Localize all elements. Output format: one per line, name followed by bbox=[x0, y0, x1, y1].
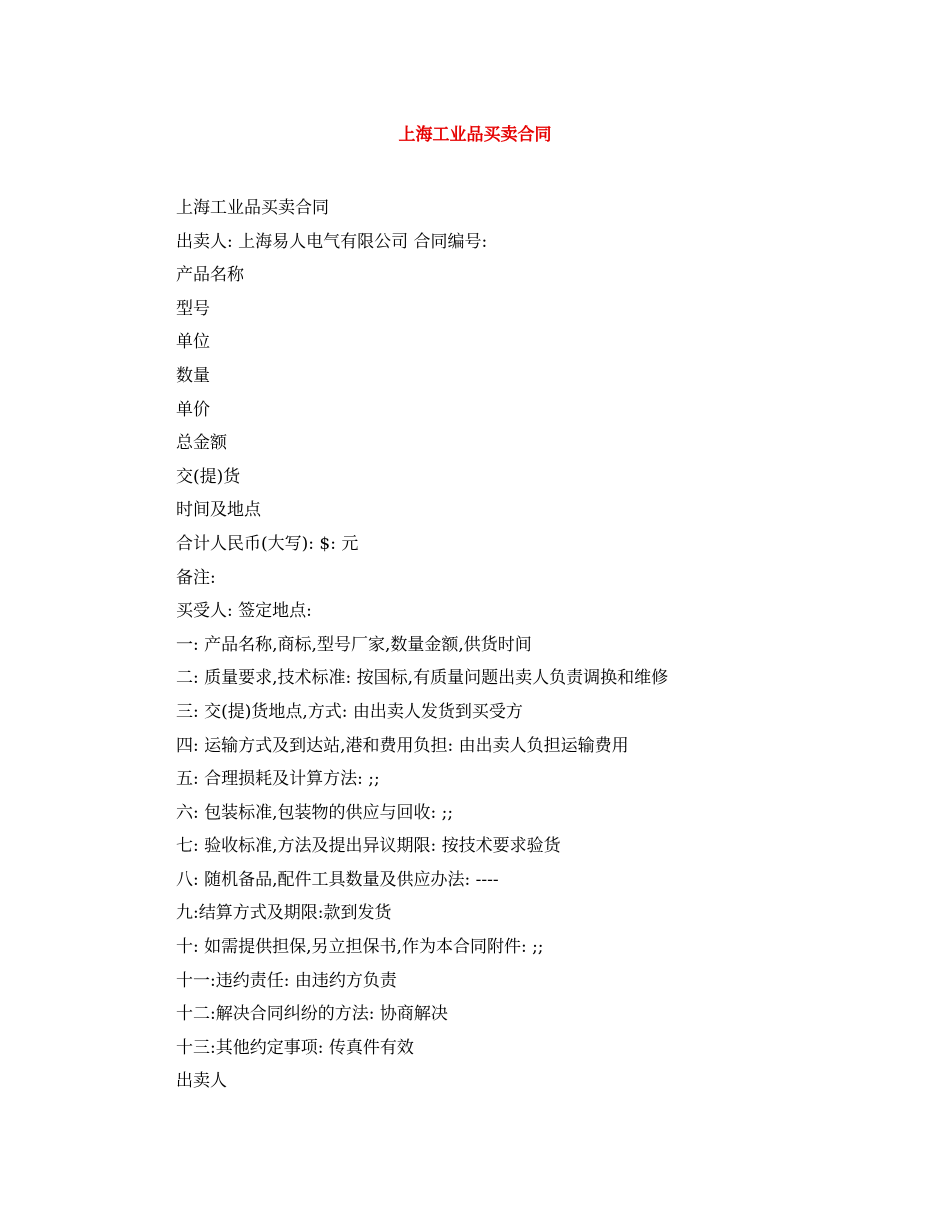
body-line: 九:结算方式及期限:款到发货 bbox=[176, 903, 392, 924]
body-line: 单价 bbox=[176, 399, 210, 420]
body-line: 买受人: 签定地点: bbox=[176, 601, 312, 622]
body-line: 出卖人 bbox=[176, 1071, 227, 1092]
body-line: 出卖人: 上海易人电气有限公司 合同编号: bbox=[176, 231, 488, 252]
body-line: 四: 运输方式及到达站,港和费用负担: 由出卖人负担运输费用 bbox=[176, 735, 629, 756]
body-line: 产品名称 bbox=[176, 265, 244, 286]
body-line: 十一:违约责任: 由违约方负责 bbox=[176, 970, 397, 991]
body-line: 二: 质量要求,技术标准: 按国标,有质量问题出卖人负责调换和维修 bbox=[176, 668, 669, 689]
body-line: 三: 交(提)货地点,方式: 由出卖人发货到买受方 bbox=[176, 701, 523, 722]
body-line: 型号 bbox=[176, 298, 210, 319]
body-line: 十二:解决合同纠纷的方法: 协商解决 bbox=[176, 1004, 448, 1025]
document-body bbox=[176, 192, 876, 1099]
body-line: 时间及地点 bbox=[176, 500, 261, 521]
body-line: 合计人民币(大写): $: 元 bbox=[176, 533, 359, 554]
body-line: 单位 bbox=[176, 332, 210, 353]
body-line: 上海工业品买卖合同 bbox=[176, 198, 329, 218]
body-line: 交(提)货 bbox=[176, 466, 241, 487]
body-line: 八: 随机备品,配件工具数量及供应办法: ---- bbox=[176, 869, 499, 890]
body-line: 十三:其他约定事项: 传真件有效 bbox=[176, 1037, 414, 1058]
body-line: 十: 如需提供担保,另立担保书,作为本合同附件: ;; bbox=[176, 937, 544, 958]
body-line: 七: 验收标准,方法及提出异议期限: 按技术要求验货 bbox=[176, 836, 561, 857]
body-line: 一: 产品名称,商标,型号厂家,数量金额,供货时间 bbox=[176, 634, 532, 655]
body-line: 数量 bbox=[176, 365, 210, 386]
document-title: 上海工业品买卖合同 bbox=[398, 125, 552, 145]
body-line: 六: 包装标准,包装物的供应与回收: ;; bbox=[176, 802, 454, 823]
body-line: 备注: bbox=[176, 567, 216, 588]
body-line: 五: 合理损耗及计算方法: ;; bbox=[176, 769, 380, 790]
body-line: 总金额 bbox=[176, 433, 227, 454]
